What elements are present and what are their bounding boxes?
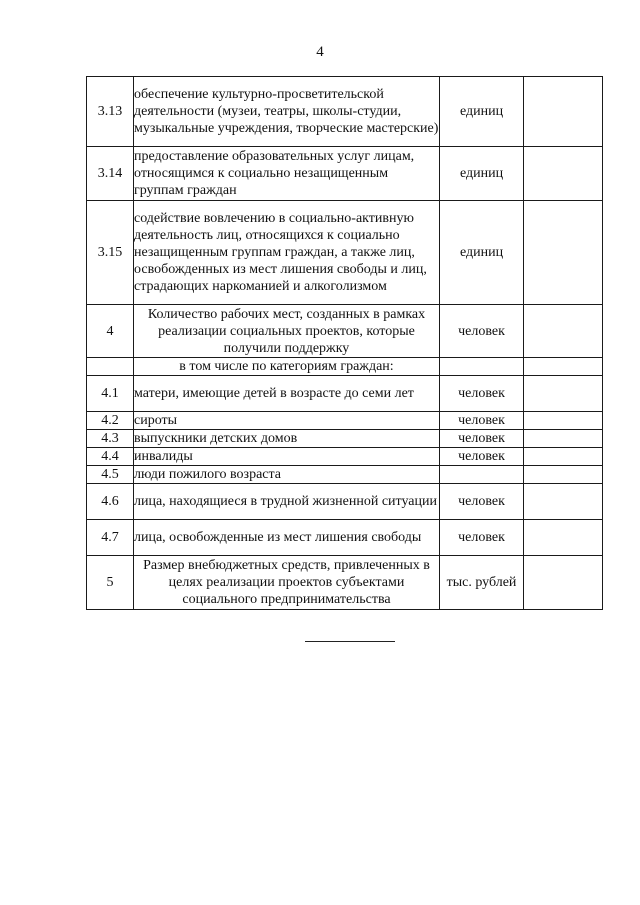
footer-divider	[305, 641, 395, 642]
row-unit: человек	[440, 484, 524, 520]
row-description: сироты	[134, 412, 440, 430]
row-description: матери, имеющие детей в возрасте до семи лет	[134, 376, 440, 412]
row-value	[524, 412, 603, 430]
row-unit: человек	[440, 412, 524, 430]
row-number: 4.4	[87, 448, 134, 466]
row-value	[524, 77, 603, 147]
row-unit	[440, 466, 524, 484]
row-number: 4.3	[87, 430, 134, 448]
row-description: обеспечение культурно-просветительской деятельности (музеи, театры, школы-студии, музыкальные учреждения, творческие мастерские)	[134, 77, 440, 147]
row-value	[524, 376, 603, 412]
page-number: 4	[316, 44, 324, 60]
table-row-4-4	[87, 448, 603, 466]
table-row-4-3	[87, 430, 603, 448]
row-description: предоставление образовательных услуг лицам, относящимся к социально незащищенным группам граждан	[134, 147, 440, 201]
table-row-4-1	[87, 376, 603, 412]
row-description: в том числе по категориям граждан:	[134, 358, 440, 376]
row-description: содействие вовлечению в социально-активную деятельность лиц, относящихся к социально незащищенным группам граждан, а также лиц, освобожденных из мест лишения свободы и лиц, страдающих наркоманией и алкоголизмом	[134, 201, 440, 305]
table-row-4-5	[87, 466, 603, 484]
row-value	[524, 520, 603, 556]
row-value	[524, 201, 603, 305]
row-unit: человек	[440, 305, 524, 358]
row-number: 3.13	[87, 77, 134, 147]
indicators-table	[86, 76, 603, 610]
row-value	[524, 305, 603, 358]
row-unit: человек	[440, 520, 524, 556]
row-value	[524, 448, 603, 466]
row-number: 4.6	[87, 484, 134, 520]
row-unit: единиц	[440, 77, 524, 147]
row-number: 4.5	[87, 466, 134, 484]
row-description: Количество рабочих мест, созданных в рамках реализации социальных проектов, которые получили поддержку	[134, 305, 440, 358]
row-description: лица, находящиеся в трудной жизненной ситуации	[134, 484, 440, 520]
row-value	[524, 484, 603, 520]
row-value	[524, 147, 603, 201]
row-unit: человек	[440, 376, 524, 412]
row-unit: тыс. рублей	[440, 556, 524, 610]
row-number: 5	[87, 556, 134, 610]
row-number: 4.1	[87, 376, 134, 412]
table-row-4-7	[87, 520, 603, 556]
row-value	[524, 466, 603, 484]
row-description: лица, освобожденные из мест лишения свободы	[134, 520, 440, 556]
row-value	[524, 556, 603, 610]
row-unit: единиц	[440, 147, 524, 201]
row-number: 4.7	[87, 520, 134, 556]
row-number: 4	[87, 305, 134, 358]
row-number	[87, 358, 134, 376]
row-number: 3.15	[87, 201, 134, 305]
row-description: люди пожилого возраста	[134, 466, 440, 484]
table-row-4	[87, 305, 603, 358]
row-number: 4.2	[87, 412, 134, 430]
row-description: инвалиды	[134, 448, 440, 466]
row-unit: человек	[440, 448, 524, 466]
table-row-3-15	[87, 201, 603, 305]
table-row-3-13	[87, 77, 603, 147]
row-value	[524, 430, 603, 448]
row-number: 3.14	[87, 147, 134, 201]
row-description: выпускники детских домов	[134, 430, 440, 448]
table-row-4-6	[87, 484, 603, 520]
table-row-4-2	[87, 412, 603, 430]
row-unit	[440, 358, 524, 376]
row-unit: человек	[440, 430, 524, 448]
table-row-category-header	[87, 358, 603, 376]
row-value	[524, 358, 603, 376]
table-row-3-14	[87, 147, 603, 201]
table-row-5	[87, 556, 603, 610]
row-unit: единиц	[440, 201, 524, 305]
row-description: Размер внебюджетных средств, привлеченных в целях реализации проектов субъектами социального предпринимательства	[134, 556, 440, 610]
